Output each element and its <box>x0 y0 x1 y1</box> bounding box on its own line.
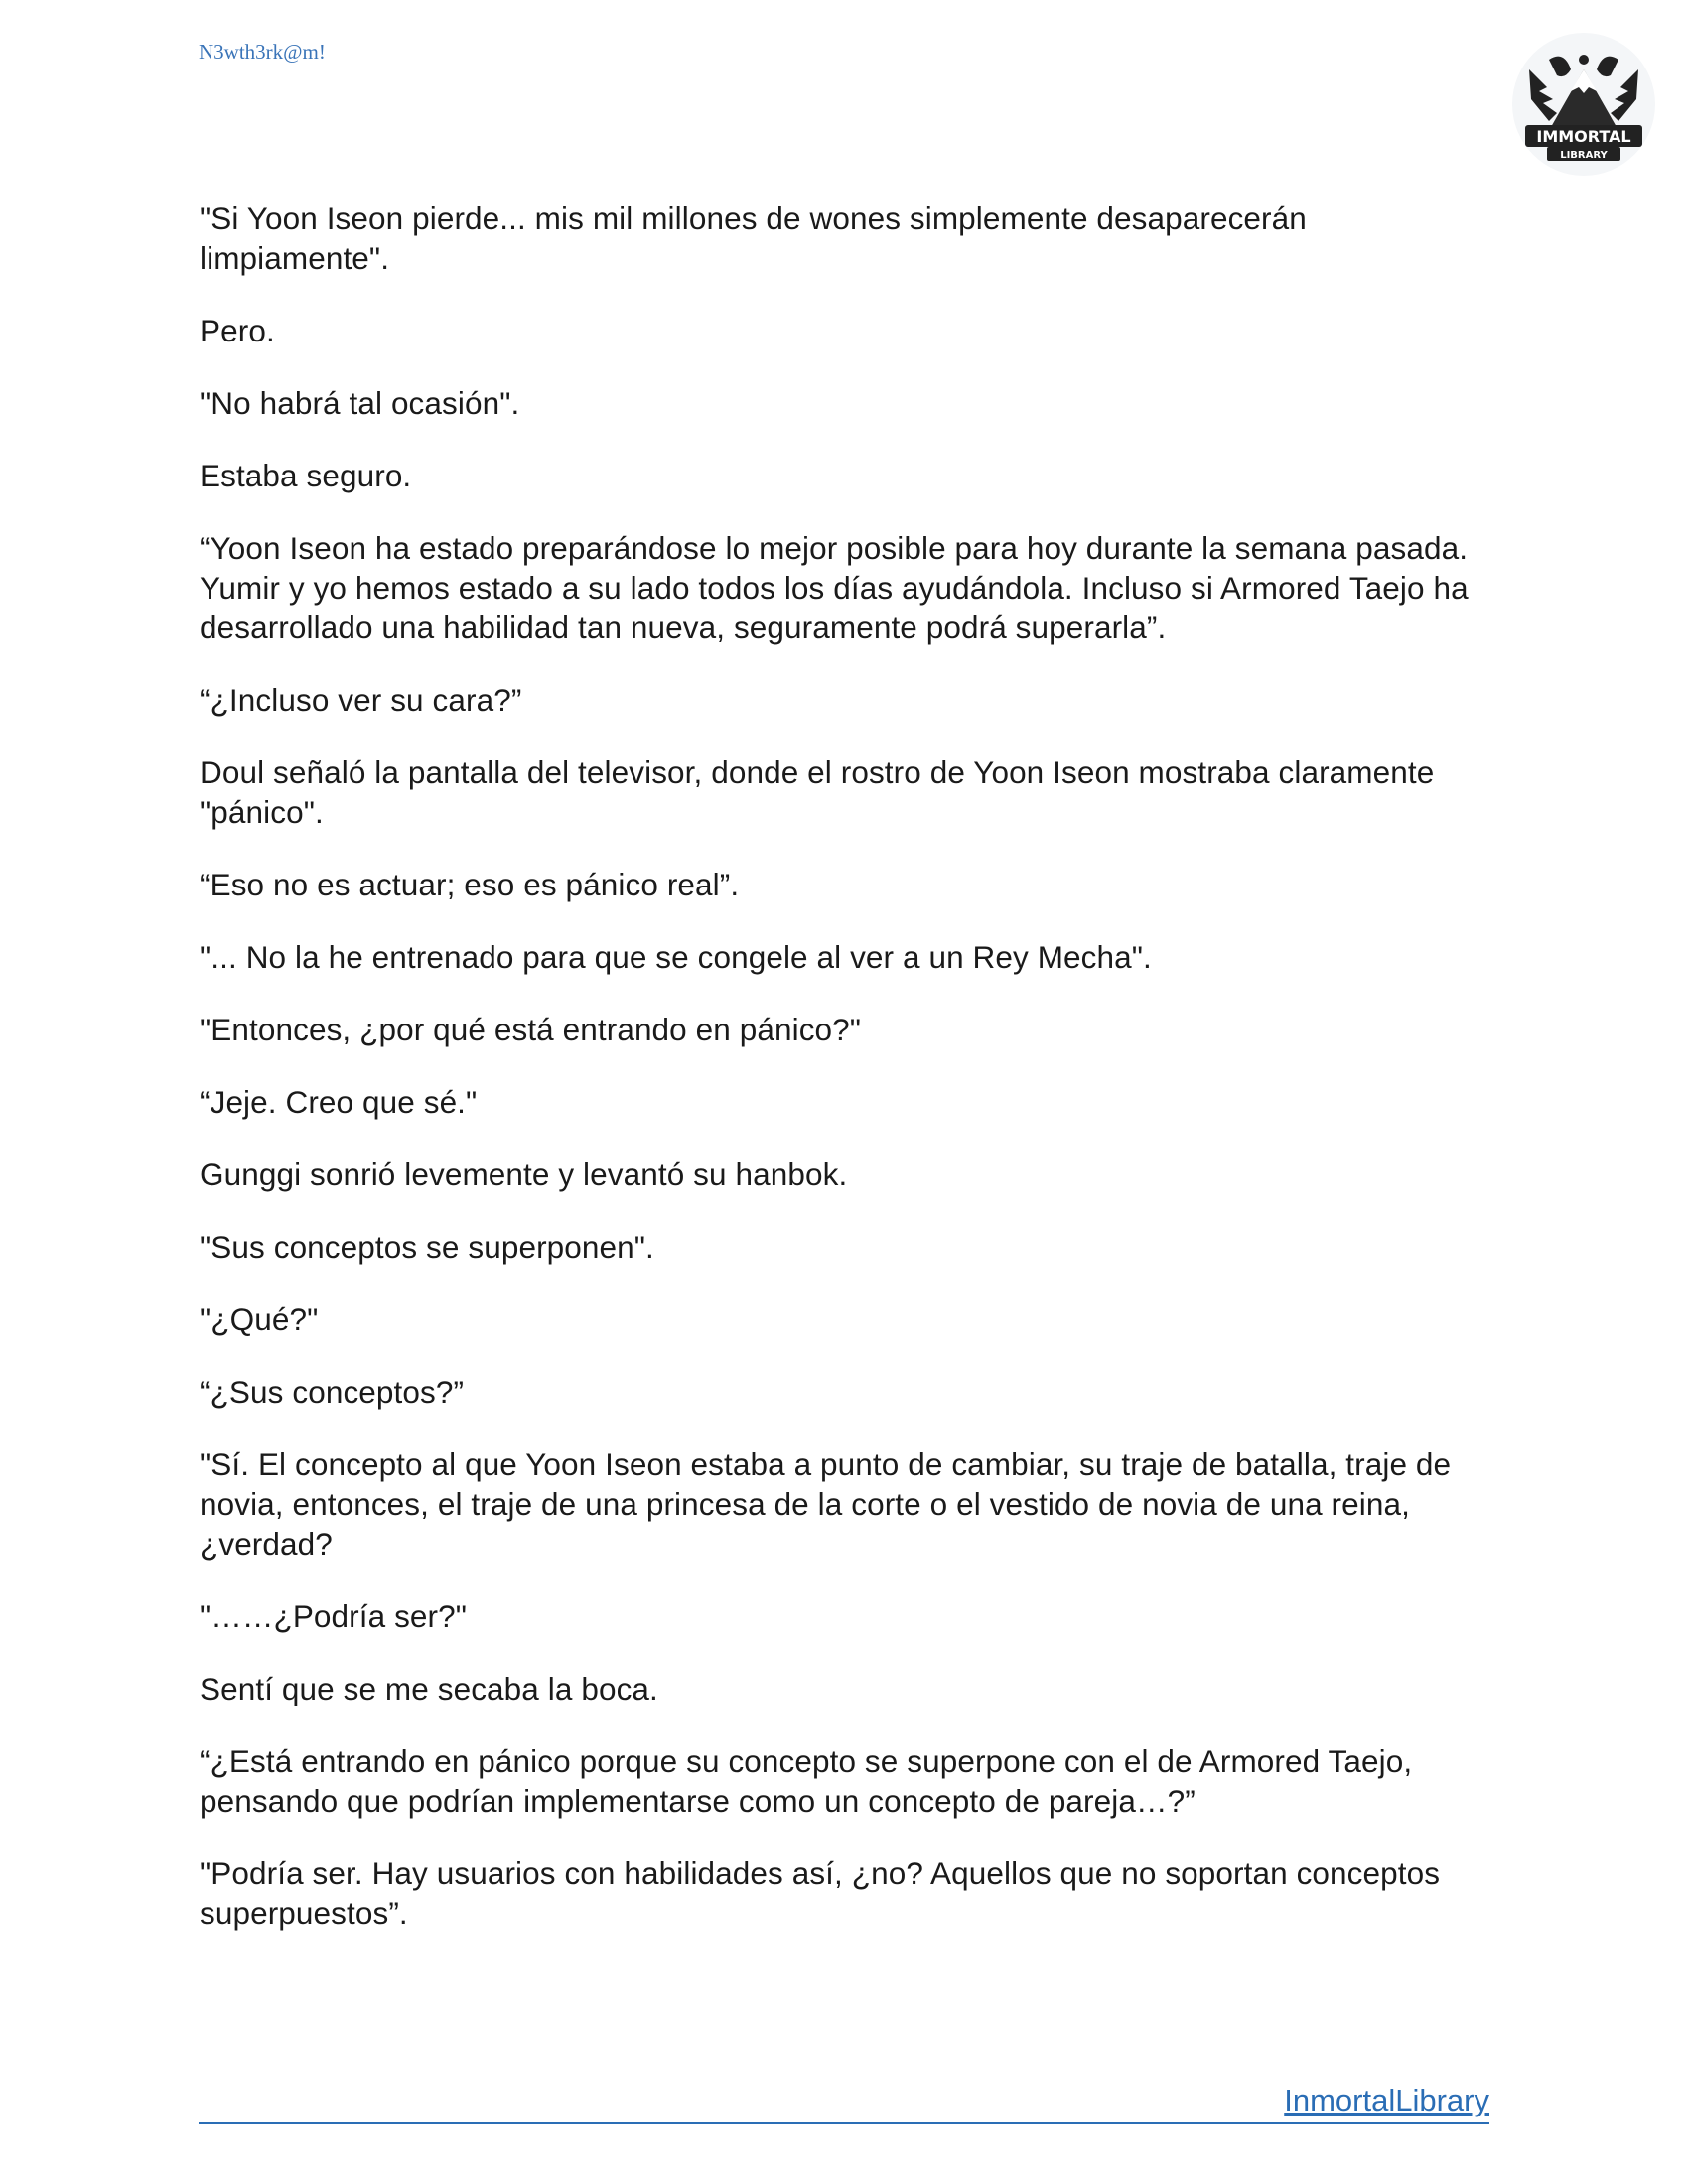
paragraph: "... No la he entrenado para que se congele al ver a un Rey Mecha". <box>200 939 1152 975</box>
dragon-mountain-icon <box>1509 30 1658 179</box>
paragraph: "Sus conceptos se superponen". <box>200 1229 654 1265</box>
paragraph: Sentí que se me secaba la boca. <box>200 1671 658 1706</box>
paragraph: “¿Está entrando en pánico porque su concepto se superpone con el de Armored Taejo, pensando que podrían implementarse como un concepto de pareja…?” <box>200 1743 1413 1819</box>
header-watermark-text: N3wth3rk@m! <box>199 40 326 64</box>
paragraph: “¿Incluso ver su cara?” <box>200 682 522 718</box>
paragraph: “Jeje. Creo que sé." <box>200 1084 478 1120</box>
paragraph: Doul señaló la pantalla del televisor, donde el rostro de Yoon Iseon mostraba claramente "pánico". <box>200 754 1435 830</box>
paragraph: "No habrá tal ocasión". <box>200 385 520 421</box>
paragraph: "¿Qué?" <box>200 1301 319 1337</box>
immortal-library-logo <box>1509 30 1658 179</box>
paragraph: “¿Sus conceptos?” <box>200 1374 465 1410</box>
paragraph: “Eso no es actuar; eso es pánico real”. <box>200 867 740 902</box>
logo-line2: LIBRARY <box>1560 150 1608 161</box>
paragraph: "……¿Podría ser?" <box>200 1598 468 1634</box>
paragraph: Pero. <box>200 313 275 348</box>
paragraph: Estaba seguro. <box>200 458 412 493</box>
chapter-body <box>200 199 1490 1966</box>
footer-site-link[interactable]: InmortalLibrary <box>1284 2083 1489 2117</box>
paragraph: “Yoon Iseon ha estado preparándose lo mejor posible para hoy durante la semana pasada. Yumir y yo hemos estado a su lado todos los días ayudándola. Incluso si Armored Taejo ha desarrollado una habilidad tan nueva, seguramente podrá superarla”. <box>200 530 1469 645</box>
paragraph: "Podría ser. Hay usuarios con habilidades así, ¿no? Aquellos que no soportan conceptos superpuestos”. <box>200 1855 1441 1931</box>
paragraph: "Si Yoon Iseon pierde... mis mil millones de wones simplemente desaparecerán limpiamente". <box>200 201 1307 276</box>
paragraph: "Entonces, ¿por qué está entrando en pánico?" <box>200 1012 862 1047</box>
footer-rule <box>199 2083 1489 2124</box>
paragraph: Gunggi sonrió levemente y levantó su hanbok. <box>200 1157 848 1192</box>
paragraph: "Sí. El concepto al que Yoon Iseon estaba a punto de cambiar, su traje de batalla, traje de novia, entonces, el traje de una princesa de la corte o el vestido de novia de una reina, ¿verdad? <box>200 1446 1452 1562</box>
logo-line1: IMMORTAL <box>1536 127 1631 146</box>
